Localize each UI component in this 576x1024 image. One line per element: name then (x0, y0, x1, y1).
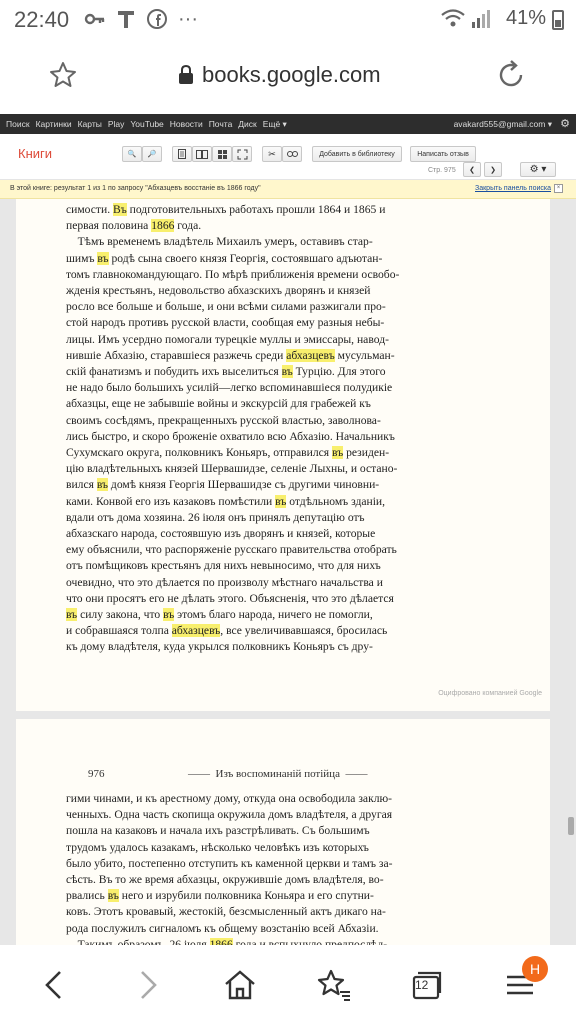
more-notifications: ··· (178, 8, 198, 30)
url-text: books.google.com (202, 62, 381, 87)
battery-icon (552, 10, 564, 30)
search-results-bar (0, 180, 576, 199)
zoom-in-icon: 🔍 (127, 151, 137, 158)
back-button[interactable] (32, 965, 76, 1005)
text-segment: росло все больше и больше, и они всѣми силами разжигали про- (66, 300, 386, 314)
prev-page-button[interactable] (463, 162, 481, 177)
text-segment: ками. Конвой его изъ казаковъ помѣстили (66, 494, 276, 508)
url-field[interactable] (178, 62, 381, 88)
text-segment: подготовительныхъ работахъ прошли 1864 и 1865 и (126, 203, 386, 216)
text-line (66, 494, 399, 510)
page-number: 976 (88, 768, 105, 780)
book-viewer[interactable] (0, 199, 576, 945)
text-line (66, 267, 399, 283)
settings-menu-button[interactable] (520, 162, 556, 177)
text-segment: рода послужилъ сигналомъ къ общему возстанію всей Абхазіи. (66, 921, 379, 935)
add-to-library-button[interactable]: Добавить в библиотеку (312, 146, 402, 162)
text-line (66, 510, 399, 526)
google-bar-link[interactable]: Карты (77, 119, 102, 129)
search-hit-highlight: Въ (113, 203, 127, 216)
two-page-icon (196, 150, 208, 159)
text-segment: ему объяснили, что распоряженіе русскаго правительства отобрать (66, 543, 397, 557)
text-segment: , все увеличивавшаяся, бросилась (220, 624, 388, 638)
facebook-icon (146, 8, 168, 30)
text-segment: него и изрубили полковника Коньяра и его спутни- (118, 889, 374, 903)
text-line (66, 872, 392, 888)
tabs-count: 12 (415, 978, 429, 992)
text-segment: скій фанатизмъ и побудить ихъ выселиться (66, 365, 282, 379)
page-number-input[interactable]: Стр. 975 (428, 167, 456, 174)
text-line (66, 234, 399, 250)
text-line (66, 332, 399, 348)
close-search-panel-link[interactable]: Закрыть панель поиска (475, 185, 551, 192)
text-line (66, 542, 399, 558)
wifi-icon (440, 6, 492, 32)
text-segment: отъ помѣщиковъ крестьянъ для нихъ невыносимо, что для нихъ (66, 559, 381, 573)
books-logo[interactable]: Книги (18, 146, 53, 161)
scrollbar-thumb[interactable] (568, 817, 574, 835)
home-button[interactable] (218, 965, 262, 1005)
text-segment: родѣ сына своего князя Георгія, состоявшаго адъютан- (108, 251, 383, 265)
google-bar-link[interactable]: Play (107, 119, 125, 129)
text-segment: года. (174, 219, 202, 233)
bookmark-star-icon[interactable] (48, 60, 78, 90)
t-app-icon (116, 8, 136, 30)
text-line (66, 888, 392, 904)
page-text (66, 202, 399, 656)
text-line (66, 283, 399, 299)
google-bar-link[interactable]: Поиск (6, 119, 30, 129)
clock: 22:40 (14, 7, 70, 32)
text-line (66, 526, 399, 542)
text-segment: очевидно, что это дѣлается по произволу мѣстнаго начальства и (66, 575, 383, 589)
book-page-976 (16, 719, 550, 959)
book-page-975 (16, 199, 550, 711)
text-line (66, 856, 392, 872)
notification-badge: Н (522, 956, 548, 982)
text-line (66, 840, 392, 856)
text-segment: стой народъ противъ русской власти, сообщая ему разныя небы- (66, 316, 385, 330)
status-bar (0, 0, 576, 40)
text-line (66, 218, 399, 234)
text-segment: что они просятъ его не дѣлать этого. Объясненія, что это дѣлается (66, 591, 394, 605)
search-hit-highlight: въ (275, 494, 287, 508)
text-segment: симости. (66, 203, 113, 216)
search-hit-highlight: абхазцевъ (171, 624, 221, 638)
thumbnail-view-button[interactable] (212, 146, 232, 162)
text-segment: шимъ (66, 251, 98, 265)
text-segment: вился (66, 478, 97, 492)
text-segment: томъ главнокомандующаго. По мѣрѣ приближенія времени освобо- (66, 267, 400, 281)
text-segment: рвались (66, 889, 108, 903)
text-line (66, 921, 392, 937)
search-hit-highlight: въ (281, 365, 293, 379)
text-line (66, 364, 399, 380)
key-icon (84, 8, 106, 30)
text-segment: Сухумскаго округа, полковникъ Коньяръ, отправился (66, 446, 333, 460)
text-segment: Турцію. Для этого (292, 365, 386, 379)
text-segment: первая половина (66, 219, 152, 233)
text-line (66, 380, 399, 396)
forward-button[interactable] (126, 965, 170, 1005)
digitized-credit: Оцифровано компанией Google (438, 690, 542, 697)
lock-icon (178, 65, 194, 85)
search-hit-highlight: въ (97, 251, 109, 265)
link-button[interactable] (282, 146, 302, 162)
text-segment: нившіе Абхазію, старавшіеся разжечь среди (66, 348, 287, 362)
text-line (66, 823, 392, 839)
browser-bottom-nav (0, 945, 576, 1024)
forward-arrow-icon (136, 969, 160, 1001)
reload-icon[interactable] (494, 58, 528, 92)
text-segment: къ дому владѣтеля, куда укрылся полковникъ Коньяръ съ дру- (66, 640, 373, 654)
close-icon[interactable]: × (554, 184, 563, 193)
google-bar-link[interactable]: Новости (169, 119, 203, 129)
star-list-icon (316, 968, 352, 1002)
text-line (66, 348, 399, 364)
gear-icon: ⚙ ▾ (529, 164, 547, 175)
zoom-out-button[interactable] (142, 146, 162, 162)
text-line (66, 413, 399, 429)
page-icon (178, 149, 186, 159)
text-segment: мусульман- (334, 348, 395, 362)
two-page-view-button[interactable] (192, 146, 212, 162)
search-hit-highlight: 1866 (151, 219, 175, 233)
grid-icon (218, 150, 227, 159)
text-line (66, 791, 392, 807)
text-segment: пошла на казаковъ и начала ихъ разстрѣливать. Съ большимъ (66, 824, 370, 838)
running-head: —— Изъ воспоминаній потійца —— (188, 768, 368, 780)
text-segment: и собравшаяся толпа (66, 624, 172, 638)
text-line (66, 445, 399, 461)
google-links (6, 119, 287, 130)
zoom-out-icon: 🔎 (147, 151, 157, 158)
text-segment: этомъ благо народа, ничего не помогли, (174, 608, 373, 622)
page-text (66, 791, 392, 969)
text-segment: ченныхъ. Одна часть скопища окружила домъ владѣтеля, а другая (66, 808, 393, 822)
text-line (66, 607, 399, 623)
text-line (66, 299, 399, 315)
link-icon (287, 151, 298, 157)
text-line (66, 396, 399, 412)
text-segment: домѣ князя Георгія Шервашидзе съ другими чиновни- (108, 478, 380, 492)
battery-level: 41% (505, 7, 546, 29)
text-segment: лись быстро, и скоро броженіе охватило всю Абхазію. Начальникъ (66, 429, 395, 443)
single-page-view-button[interactable] (172, 146, 192, 162)
text-segment: вдали отъ дома хозяина. 26 іюля онъ принялъ депутацію отъ (66, 510, 365, 524)
text-segment: отдѣльномъ зданіи, (286, 494, 386, 508)
text-segment: трудомъ удалось казакамъ, нѣсколько человѣкъ изъ которыхъ (66, 840, 369, 854)
search-hit-highlight: абхазцевъ (286, 348, 335, 362)
search-hit-highlight: въ (332, 446, 344, 460)
back-arrow-icon (42, 969, 66, 1001)
text-line (66, 904, 392, 920)
text-line (66, 558, 399, 574)
tabs-button[interactable] (404, 965, 448, 1005)
text-segment: Тѣмъ временемъ владѣтель Михаилъ умеръ, оставивъ стар- (66, 235, 373, 249)
zoom-in-button[interactable] (122, 146, 142, 162)
next-page-button[interactable] (484, 162, 502, 177)
google-bar-link[interactable]: Почта (208, 119, 233, 129)
text-segment: сѣсть. Въ то же время абхазцы, окружившіе домъ владѣтеля, во- (66, 873, 384, 887)
text-line (66, 461, 399, 477)
chevron-right-icon: ❯ (490, 166, 496, 174)
google-bar (0, 114, 576, 134)
text-line (66, 315, 399, 331)
fullscreen-icon (238, 150, 247, 159)
books-header (0, 134, 576, 180)
text-line (66, 202, 399, 218)
text-segment: было убито, постепенно отступить къ каменной церкви и тамъ за- (66, 856, 393, 870)
text-line (66, 251, 399, 267)
bookmarks-button[interactable] (312, 965, 356, 1005)
text-segment: абхазцы, еще не забывшіе войны и экскурсій для грабежей къ (66, 397, 371, 411)
text-segment: силу закона, что (77, 608, 164, 622)
search-hit-highlight: въ (96, 478, 109, 492)
chevron-left-icon: ❮ (469, 166, 475, 174)
text-line (66, 591, 399, 607)
settings-gear-icon[interactable]: ⚙ (560, 118, 570, 130)
address-bar (0, 40, 576, 114)
text-line (66, 575, 399, 591)
search-hit-highlight: въ (107, 889, 119, 903)
google-bar-link[interactable]: Диск (238, 119, 257, 129)
text-segment: своимъ сосѣдямъ, прекращенныхъ русской властью, заволнова- (66, 413, 381, 427)
text-segment: резиден- (343, 446, 390, 460)
search-hit-highlight: въ (66, 608, 78, 622)
text-line (66, 429, 399, 445)
fullscreen-button[interactable] (232, 146, 252, 162)
google-bar-link[interactable]: Ещё ▾ (262, 119, 287, 129)
text-line (66, 623, 399, 639)
google-bar-link[interactable]: YouTube (130, 119, 164, 129)
text-line (66, 639, 399, 655)
text-segment: гими чинами, и къ арестному дому, откуда она освободила заклю- (66, 792, 393, 805)
search-result-message: В этой книге: результат 1 из 1 по запросу "Абхазцевъ восстаніе въ 1866 году" (10, 185, 261, 192)
notification-icons (84, 8, 198, 31)
text-line (66, 807, 392, 823)
text-line (66, 477, 399, 493)
text-segment: цію владѣтельныхъ князей Шервашидзе, селеніе Лыхны, и остано- (66, 462, 398, 476)
text-segment: абхазскаго народа, состоявшую изъ дворянъ и князей, которые (66, 527, 376, 541)
text-segment: ковъ. Этотъ кровавый, жестокій, безсмысленный актъ дикаго на- (66, 905, 386, 919)
account-email[interactable]: avakard555@gmail.com ▾ (453, 119, 552, 129)
text-segment: не надо было большихъ усилій—легко вспоминавшіеся полудикіе (66, 381, 393, 395)
text-segment: жденія крестьянъ, недовольство абхазскихъ дворянъ и князей (66, 284, 371, 298)
text-segment: лицы. Имъ усердно помогали турецкіе муллы и эмиссары, навод- (66, 332, 389, 346)
google-bar-link[interactable]: Картинки (35, 119, 72, 129)
search-hit-highlight: въ (163, 608, 175, 622)
clip-button[interactable] (262, 146, 282, 162)
write-review-button[interactable]: Написать отзыв (410, 146, 476, 162)
home-icon (223, 969, 257, 1001)
scissors-icon: ✂ (268, 148, 276, 159)
